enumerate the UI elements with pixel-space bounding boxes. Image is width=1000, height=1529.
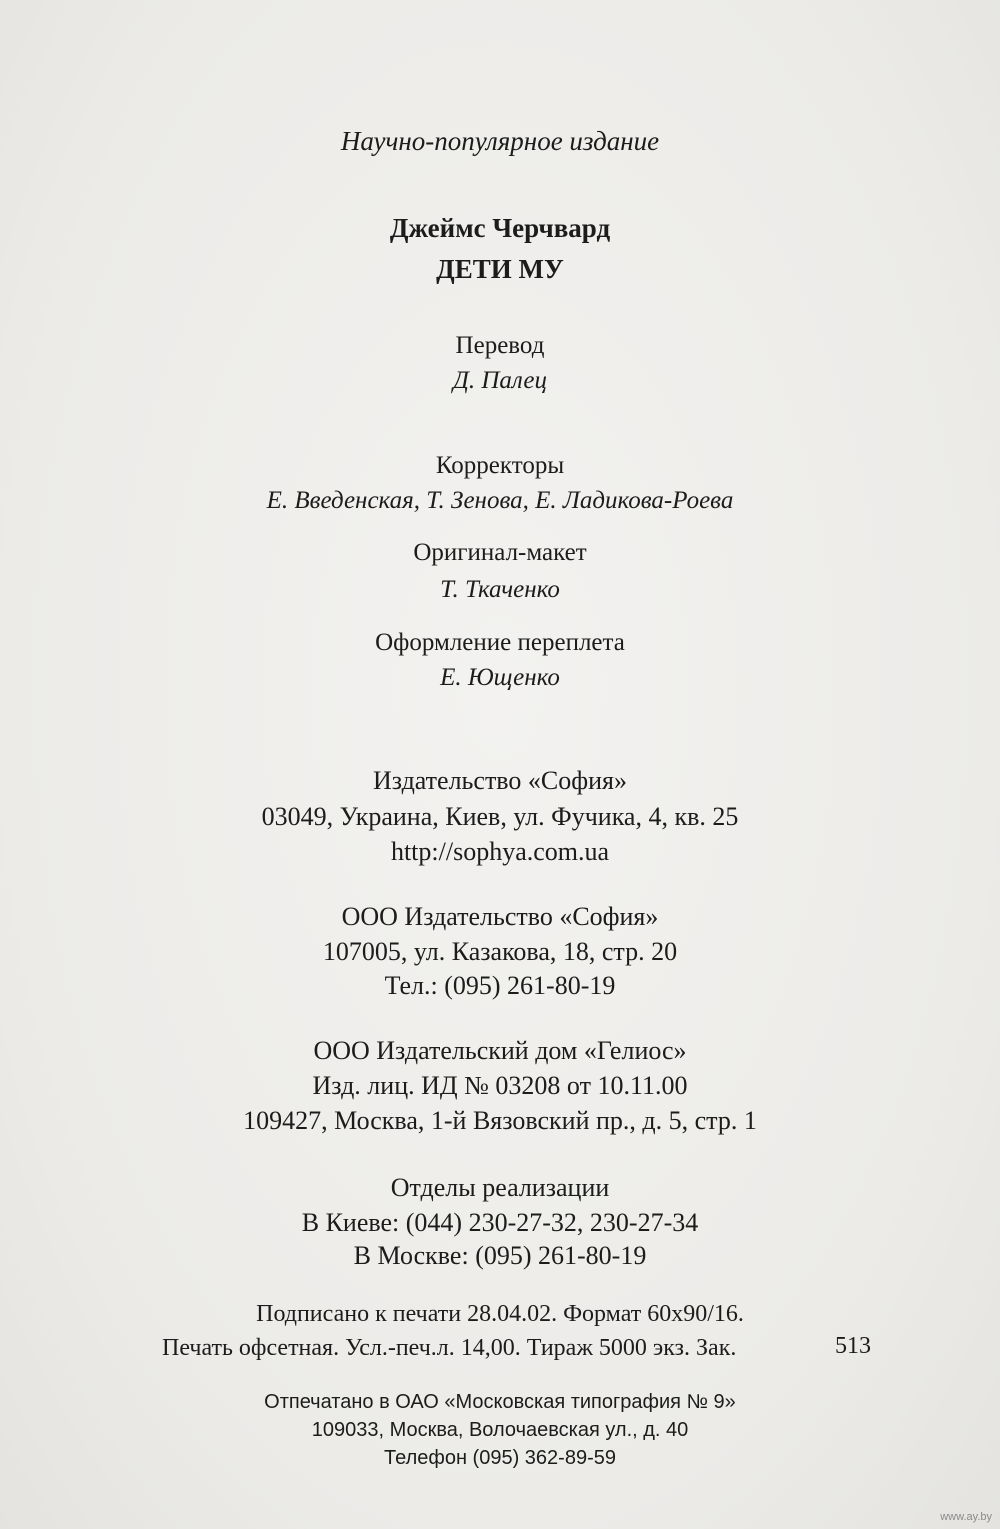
publisher-moscow-name: ООО Издательство «София» bbox=[341, 902, 659, 931]
publisher-moscow-address: 107005, ул. Казакова, 18, стр. 20 bbox=[322, 937, 678, 966]
order-number: 513 bbox=[835, 1333, 871, 1359]
printer-line3: Телефон (095) 362-89-59 bbox=[384, 1447, 616, 1469]
cover-designer-name: Е. Ющенко bbox=[440, 664, 560, 691]
printer-line1: Отпечатано в ОАО «Московская типография № 9» bbox=[264, 1391, 736, 1413]
translation-heading: Перевод bbox=[455, 332, 545, 359]
author-name: Джеймс Черчвард bbox=[389, 213, 611, 243]
proofreaders-names: Е. Введенская, Т. Зенова, Е. Ладикова-Роева bbox=[266, 487, 734, 514]
publisher-kiev-address: 03049, Украина, Киев, ул. Фучика, 4, кв. 25 bbox=[261, 802, 739, 831]
translator-name: Д. Палец bbox=[452, 367, 548, 394]
sales-heading: Отделы реализации bbox=[390, 1173, 610, 1202]
publisher-kiev-name: Издательство «София» bbox=[373, 766, 627, 795]
print-info-line2: Печать офсетная. Усл.-печ.л. 14,00. Тираж 5000 экз. Зак. bbox=[162, 1335, 737, 1361]
proofreaders-heading: Корректоры bbox=[435, 452, 565, 479]
print-info-line1: Подписано к печати 28.04.02. Формат 60x90/16. bbox=[256, 1301, 744, 1327]
edition-type: Научно-популярное издание bbox=[340, 126, 660, 156]
cover-design-heading: Оформление переплета bbox=[375, 629, 625, 656]
sales-kiev: В Киеве: (044) 230-27-32, 230-27-34 bbox=[301, 1208, 699, 1237]
publisher-moscow-phone: Тел.: (095) 261-80-19 bbox=[384, 971, 616, 1000]
publishing-house-address: 109427, Москва, 1-й Вязовский пр., д. 5, стр. 1 bbox=[243, 1106, 757, 1135]
sales-moscow: В Москве: (095) 261-80-19 bbox=[353, 1241, 647, 1270]
printer-line2: 109033, Москва, Волочаевская ул., д. 40 bbox=[311, 1419, 689, 1441]
watermark: www.ay.by bbox=[940, 1511, 992, 1523]
publisher-kiev-url: http://sophya.com.ua bbox=[390, 837, 610, 866]
publishing-house-name: ООО Издательский дом «Гелиос» bbox=[313, 1036, 687, 1065]
layout-name: Т. Ткаченко bbox=[440, 576, 560, 603]
layout-heading: Оригинал-макет bbox=[413, 539, 587, 566]
publishing-house-license: Изд. лиц. ИД № 03208 от 10.11.00 bbox=[312, 1071, 688, 1100]
book-title: ДЕТИ МУ bbox=[436, 254, 564, 284]
